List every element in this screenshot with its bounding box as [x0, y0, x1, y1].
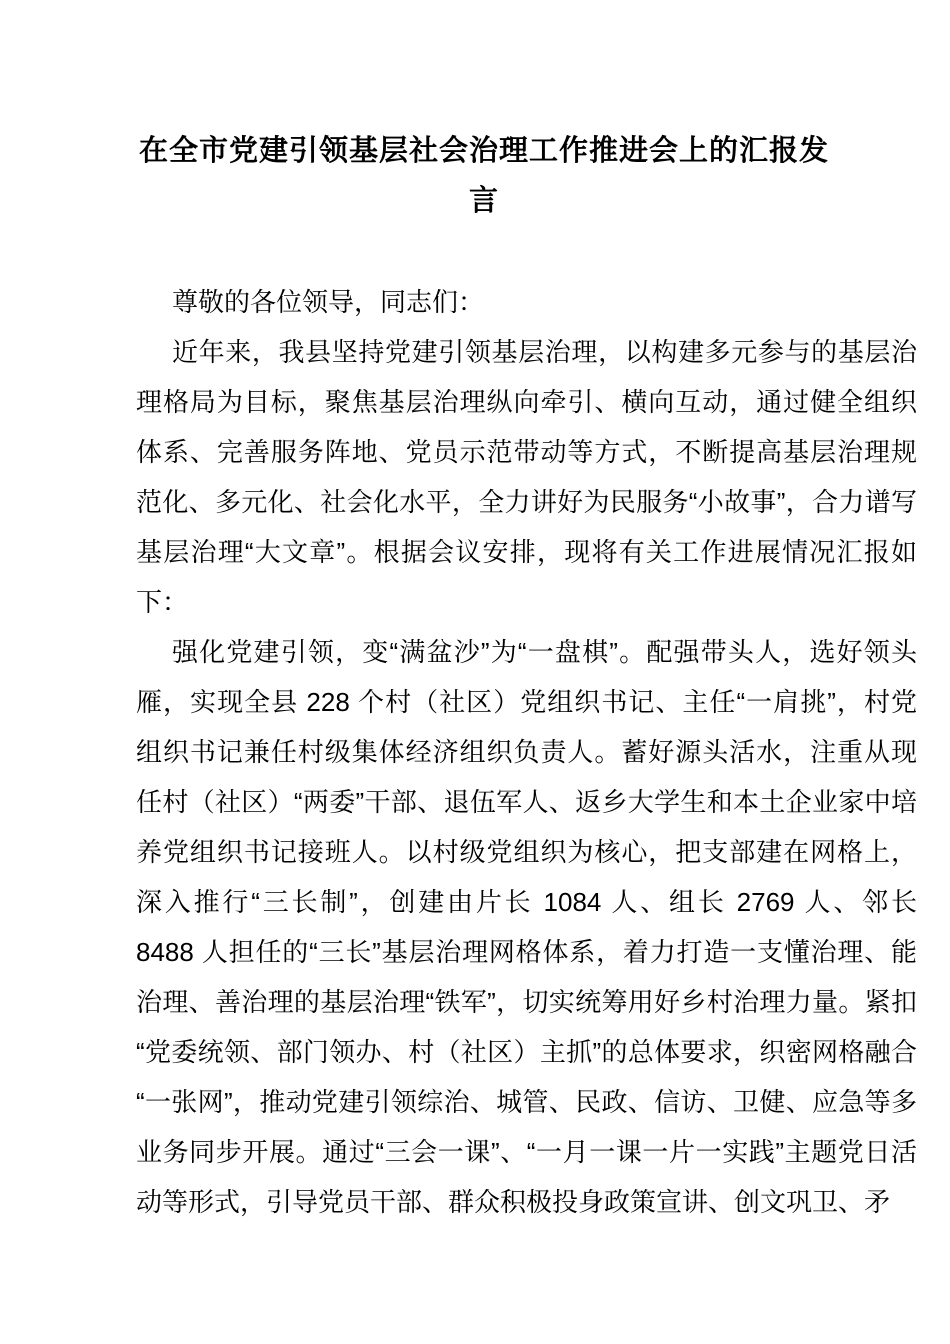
text-line: “党委统领、部门领办、村（社区）主抓”的总体要求，织密网格融合 — [136, 1037, 917, 1067]
text-line: 近年来，我县坚持党建引领基层治理，以构建多元参与的基层治 — [172, 337, 917, 367]
text-line: 理格局为目标，聚焦基层治理纵向牵引、横向互动，通过健全组织 — [136, 387, 917, 417]
text-line: 8488 人担任的“三长”基层治理网格体系，着力打造一支懂治理、能 — [136, 937, 917, 967]
text-line: 下： — [136, 587, 189, 617]
text-line: “一张网”，推动党建引领综治、城管、民政、信访、卫健、应急等多 — [136, 1087, 917, 1117]
text-line: 养党组织书记接班人。以村级党组织为核心，把支部建在网格上， — [136, 837, 917, 867]
text-line: 基层治理“大文章”。根据会议安排，现将有关工作进展情况汇报如 — [136, 537, 917, 567]
text-line: 动等形式，引导党员干部、群众积极投身政策宣讲、创文巩卫、矛 — [136, 1187, 891, 1217]
text-line: 雁，实现全县 228 个村（社区）党组织书记、主任“一肩挑”，村党 — [136, 687, 917, 717]
text-line: 深入推行“三长制”，创建由片长 1084 人、组长 2769 人、邻长 — [136, 887, 917, 917]
title-line: 在全市党建引领基层社会治理工作推进会上的汇报发 — [138, 135, 829, 167]
text-line: 尊敬的各位领导，同志们： — [172, 287, 485, 317]
text-line: 治理、善治理的基层治理“铁军”，切实统筹用好乡村治理力量。紧扣 — [136, 987, 917, 1017]
document-body — [136, 277, 917, 1227]
text-line: 业务同步开展。通过“三会一课”、“一月一课一片一实践”主题党日活 — [136, 1137, 917, 1167]
text-line: 体系、完善服务阵地、党员示范带动等方式，不断提高基层治理规 — [136, 437, 917, 467]
title-line: 言 — [468, 185, 499, 217]
document-title — [70, 126, 898, 226]
text-line: 强化党建引领，变“满盆沙”为“一盘棋”。配强带头人，选好领头 — [172, 637, 917, 667]
text-line: 任村（社区）“两委”干部、退伍军人、返乡大学生和本土企业家中培 — [136, 787, 917, 817]
text-line: 组织书记兼任村级集体经济组织负责人。蓄好源头活水，注重从现 — [136, 737, 917, 767]
text-line: 范化、多元化、社会化水平，全力讲好为民服务“小故事”，合力谱写 — [136, 487, 917, 517]
